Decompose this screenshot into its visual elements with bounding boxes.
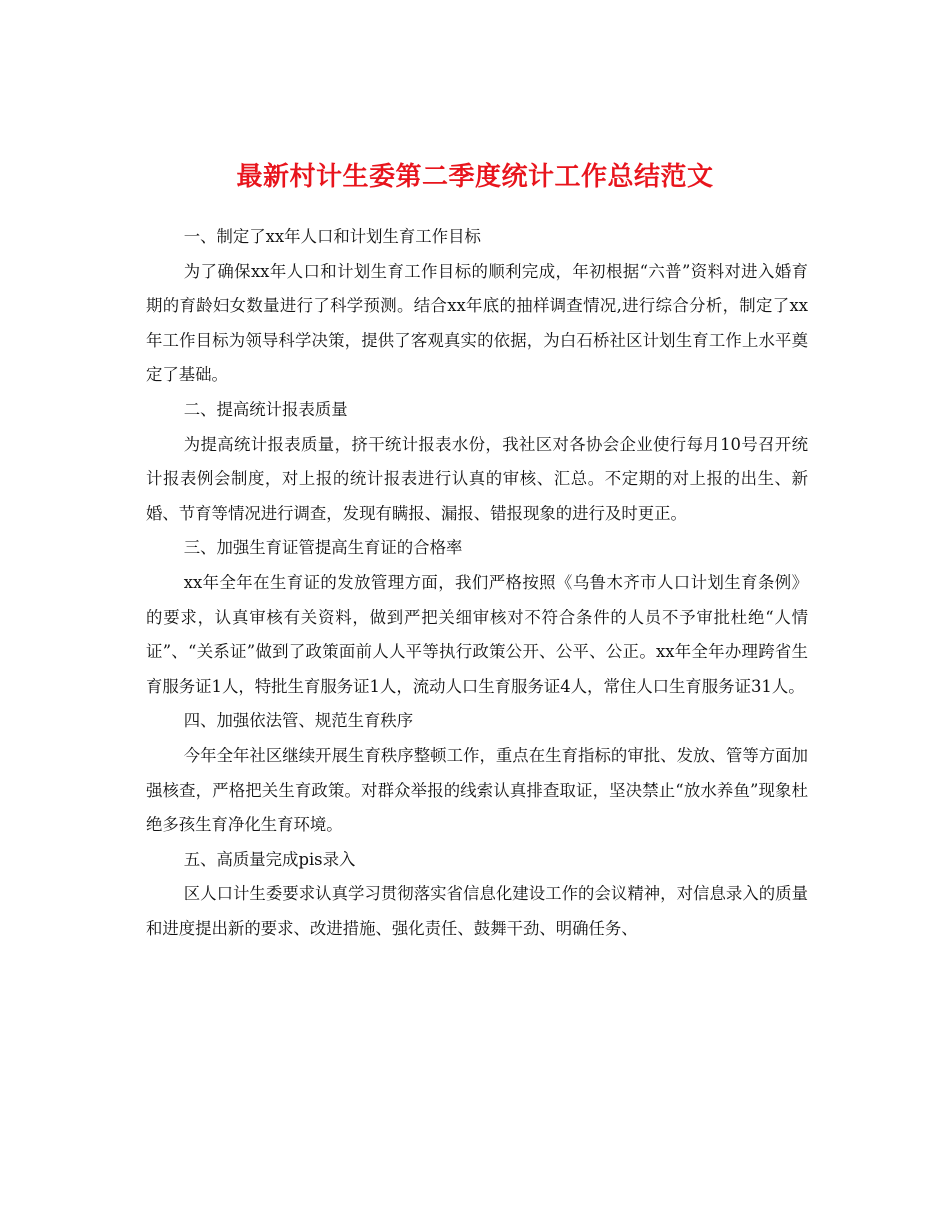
document-title: 最新村计生委第二季度统计工作总结范文	[236, 162, 714, 193]
document-body	[146, 220, 808, 946]
section-heading-4: 四、加强依法管、规范生育秩序	[183, 711, 414, 731]
section-heading-3: 三、加强生育证管提高生育证的合格率	[183, 538, 463, 558]
section-heading-1: 一、制定了xx年人口和计划生育工作目标	[183, 227, 481, 246]
section-heading-2: 二、提高统计报表质量	[183, 399, 348, 419]
section-heading-5: 五、高质量完成pis录入	[183, 849, 356, 869]
section-paragraph-3: xx年全年在生育证的发放管理方面，我们严格按照《乌鲁木齐市人口计划生育条例》的要求，认真审核有关资料，做到严把关细审核对不符合条件的人员不予审批杜绝“人情证”、“关系证”做到了政策面前人人平等执行政策公开、公平、公正。xx年全年办理跨省生育服务证1人，特批生育服务证1人，流动人口生育服务证4人，常住人口生育服务证31人。	[146, 572, 808, 696]
section-paragraph-2: 为提高统计报表质量，挤干统计报表水份，我社区对各协会企业使行每月10号召开统计报表例会制度，对上报的统计报表进行认真的审核、汇总。不定期的对上报的出生、新婚、节育等情况进行调查，发现有瞒报、漏报、错报现象的进行及时更正。	[146, 434, 808, 523]
section-paragraph-5: 区人口计生委要求认真学习贯彻落实省信息化建设工作的会议精神，对信息录入的质量和进度提出新的要求、改进措施、强化责任、鼓舞干劲、明确任务、	[146, 884, 808, 938]
section-paragraph-4: 今年全年社区继续开展生育秩序整顿工作，重点在生育指标的审批、发放、管等方面加强核查，严格把关生育政策。对群众举报的线索认真排查取证，坚决禁止“放水养鱼”现象杜绝多孩生育净化生育环境。	[146, 745, 808, 835]
section-paragraph-1: 为了确保xx年人口和计划生育工作目标的顺利完成，年初根据“六普”资料对进入婚育期的育龄妇女数量进行了科学预测。结合xx年底的抽样调查情况,进行综合分析，制定了xx年工作目标为领导科学决策，提供了客观真实的依据，为白石桥社区计划生育工作上水平奠定了基础。	[146, 261, 808, 385]
